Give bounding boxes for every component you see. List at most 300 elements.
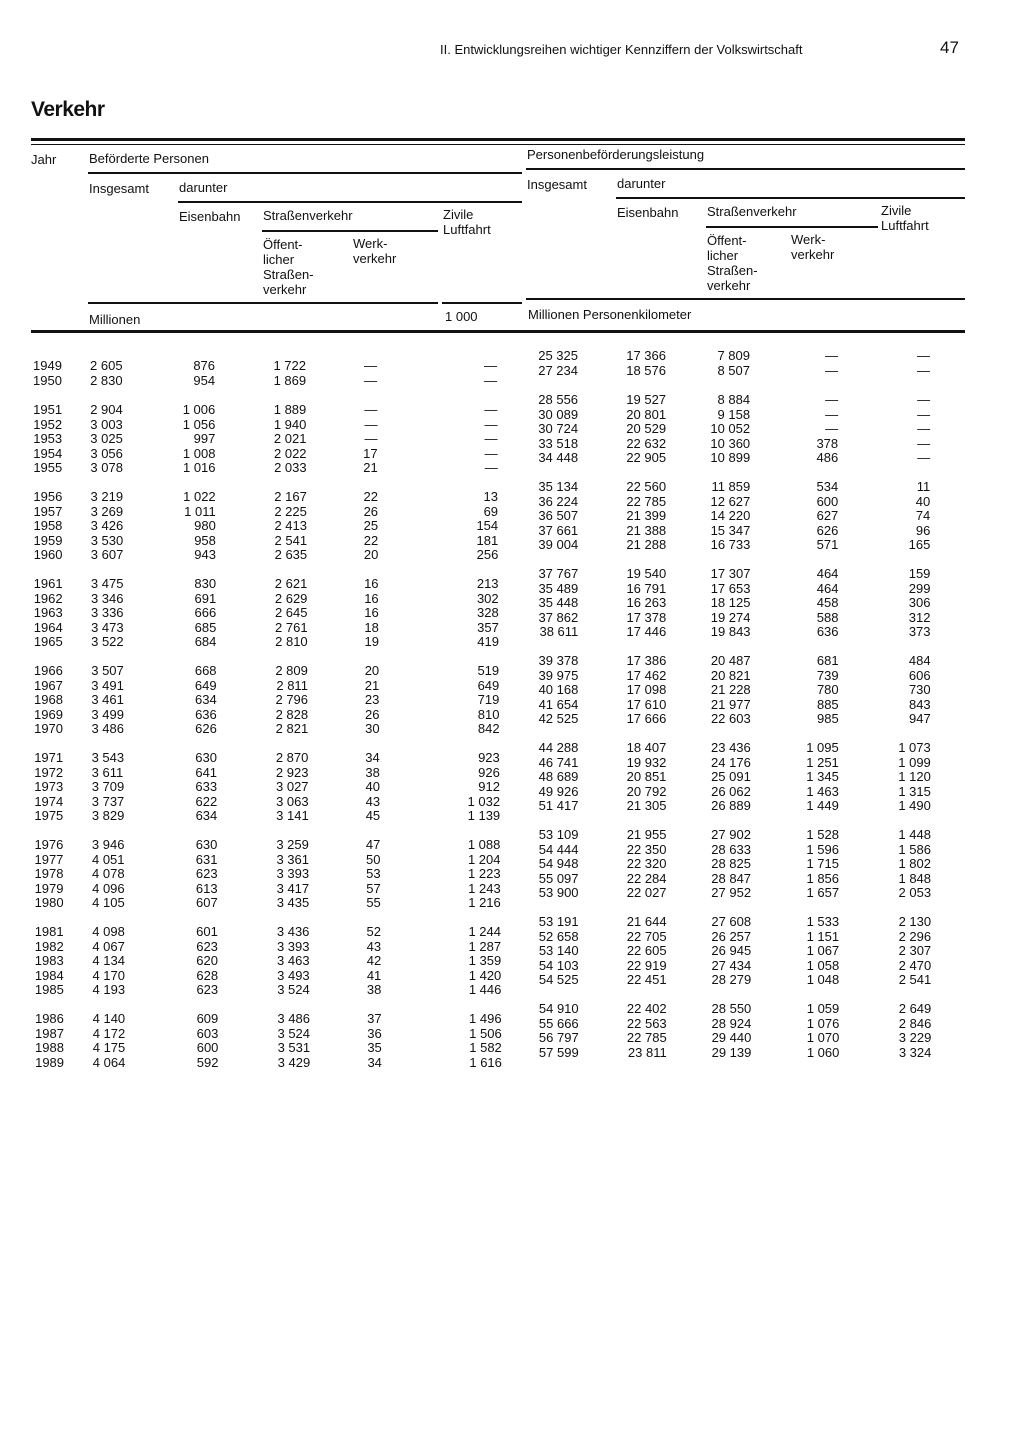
cell-pkm-werkverkehr: 739 bbox=[816, 667, 839, 683]
cell-pkm-oeffentlicher-strassenverkehr: 28 847 bbox=[711, 870, 752, 886]
cell-pkm-insgesamt: 41 654 bbox=[538, 696, 579, 712]
cell-werkverkehr: 35 bbox=[367, 1040, 382, 1055]
col-header-jahr: Jahr bbox=[31, 152, 57, 167]
cell-pkm-oeffentlicher-strassenverkehr: 16 733 bbox=[710, 537, 751, 552]
cell-eisenbahn: 626 bbox=[195, 721, 217, 736]
cell-eisenbahn: 1 006 bbox=[182, 402, 216, 417]
cell-zivile-luftfahrt: 1 216 bbox=[468, 895, 501, 910]
cell-jahr: 1975 bbox=[34, 808, 64, 823]
cell-pkm-zivile-luftfahrt: — bbox=[917, 362, 931, 378]
cell-pkm-zivile-luftfahrt: 2 649 bbox=[898, 1001, 932, 1016]
cell-pkm-werkverkehr: 780 bbox=[816, 682, 839, 697]
cell-eisenbahn: 630 bbox=[195, 750, 217, 765]
cell-pkm-werkverkehr: 571 bbox=[816, 537, 839, 552]
cell-zivile-luftfahrt: — bbox=[484, 372, 498, 388]
cell-jahr: 1986 bbox=[34, 1011, 64, 1026]
cell-insgesamt: 3 056 bbox=[90, 445, 123, 461]
cell-insgesamt: 3 829 bbox=[91, 808, 125, 823]
cell-insgesamt: 2 605 bbox=[90, 358, 123, 373]
cell-oeffentlicher-strassenverkehr: 2 809 bbox=[275, 663, 308, 678]
cell-jahr: 1954 bbox=[33, 445, 63, 461]
cell-oeffentlicher-strassenverkehr: 3 524 bbox=[277, 982, 310, 997]
cell-pkm-oeffentlicher-strassenverkehr: 26 257 bbox=[711, 928, 752, 944]
cell-pkm-eisenbahn: 22 605 bbox=[626, 943, 667, 958]
cell-pkm-werkverkehr: 626 bbox=[816, 522, 839, 538]
cell-oeffentlicher-strassenverkehr: 2 629 bbox=[274, 590, 308, 606]
cell-eisenbahn: 980 bbox=[194, 518, 216, 533]
cell-oeffentlicher-strassenverkehr: 3 493 bbox=[277, 967, 310, 983]
cell-zivile-luftfahrt: 1 243 bbox=[468, 880, 501, 896]
cell-pkm-werkverkehr: 1 060 bbox=[806, 1044, 840, 1060]
cell-werkverkehr: 18 bbox=[364, 619, 379, 635]
cell-oeffentlicher-strassenverkehr: 3 486 bbox=[277, 1011, 310, 1026]
cell-pkm-zivile-luftfahrt: 730 bbox=[908, 682, 931, 697]
cell-oeffentlicher-strassenverkehr: 2 225 bbox=[274, 503, 307, 519]
rule-strasse-right bbox=[706, 226, 878, 228]
cell-pkm-werkverkehr: 1 856 bbox=[806, 870, 840, 886]
cell-pkm-zivile-luftfahrt: — bbox=[917, 392, 931, 407]
cell-insgesamt: 3 473 bbox=[91, 619, 124, 635]
cell-oeffentlicher-strassenverkehr: 2 033 bbox=[274, 460, 307, 475]
cell-pkm-insgesamt: 37 661 bbox=[538, 522, 579, 538]
cell-oeffentlicher-strassenverkehr: 3 463 bbox=[277, 953, 310, 968]
cell-werkverkehr: 53 bbox=[366, 866, 381, 881]
cell-pkm-eisenbahn: 22 563 bbox=[626, 1015, 667, 1031]
cell-eisenbahn: 630 bbox=[195, 837, 218, 852]
cell-jahr: 1953 bbox=[33, 431, 63, 446]
cell-pkm-insgesamt: 52 658 bbox=[538, 928, 579, 944]
cell-eisenbahn: 958 bbox=[194, 532, 216, 548]
cell-pkm-oeffentlicher-strassenverkehr: 10 052 bbox=[710, 421, 751, 436]
cell-eisenbahn: 601 bbox=[196, 924, 218, 939]
cell-pkm-oeffentlicher-strassenverkehr: 11 859 bbox=[711, 479, 751, 494]
cell-zivile-luftfahrt: 181 bbox=[476, 532, 499, 548]
running-head: II. Entwicklungsreihen wichtiger Kennziffern der Volkswirtschaft bbox=[440, 42, 803, 57]
cell-jahr: 1981 bbox=[34, 924, 64, 939]
cell-zivile-luftfahrt: 13 bbox=[483, 489, 498, 504]
cell-pkm-insgesamt: 46 741 bbox=[538, 754, 579, 770]
cell-zivile-luftfahrt: 1 446 bbox=[468, 982, 502, 997]
cell-pkm-werkverkehr: 1 596 bbox=[806, 841, 839, 857]
cell-zivile-luftfahrt: 1 032 bbox=[467, 793, 501, 809]
cell-jahr: 1980 bbox=[34, 895, 64, 910]
cell-pkm-zivile-luftfahrt: 1 073 bbox=[898, 740, 931, 755]
cell-eisenbahn: 830 bbox=[194, 576, 217, 591]
col-header-personenbefoerderungsleistung: Personenbeförderungsleistung bbox=[527, 147, 705, 162]
cell-pkm-werkverkehr: 534 bbox=[816, 479, 839, 494]
cell-werkverkehr: 22 bbox=[363, 532, 379, 548]
cell-pkm-oeffentlicher-strassenverkehr: 29 440 bbox=[711, 1030, 752, 1045]
cell-pkm-eisenbahn: 21 955 bbox=[626, 827, 667, 842]
cell-pkm-werkverkehr: — bbox=[824, 348, 838, 363]
cell-pkm-eisenbahn: 16 263 bbox=[626, 595, 667, 610]
cell-pkm-eisenbahn: 22 632 bbox=[626, 435, 667, 451]
cell-pkm-eisenbahn: 19 932 bbox=[626, 754, 667, 770]
cell-pkm-oeffentlicher-strassenverkehr: 29 139 bbox=[711, 1044, 752, 1060]
cell-insgesamt: 3 946 bbox=[91, 837, 125, 852]
cell-pkm-zivile-luftfahrt: 40 bbox=[915, 493, 931, 509]
cell-pkm-oeffentlicher-strassenverkehr: 25 091 bbox=[711, 769, 751, 784]
cell-eisenbahn: 876 bbox=[193, 358, 216, 373]
cell-werkverkehr: 26 bbox=[365, 706, 380, 722]
cell-pkm-zivile-luftfahrt: 299 bbox=[908, 580, 931, 596]
cell-pkm-eisenbahn: 17 378 bbox=[626, 609, 667, 625]
cell-werkverkehr: 26 bbox=[363, 503, 379, 519]
cell-pkm-oeffentlicher-strassenverkehr: 18 125 bbox=[710, 595, 751, 610]
cell-zivile-luftfahrt: 357 bbox=[477, 619, 499, 635]
cell-insgesamt: 4 078 bbox=[92, 866, 125, 881]
col-header-strassenverkehr-right: Straßenverkehr bbox=[707, 204, 797, 219]
cell-zivile-luftfahrt: — bbox=[484, 402, 498, 417]
col-header-werkverkehr-left: Werk- verkehr bbox=[353, 236, 397, 266]
cell-pkm-eisenbahn: 21 305 bbox=[626, 798, 667, 813]
cell-pkm-insgesamt: 36 224 bbox=[538, 493, 579, 509]
cell-jahr: 1968 bbox=[34, 692, 63, 707]
cell-eisenbahn: 623 bbox=[196, 938, 218, 954]
cell-oeffentlicher-strassenverkehr: 3 436 bbox=[276, 924, 310, 939]
cell-werkverkehr: 50 bbox=[366, 851, 381, 867]
cell-werkverkehr: 55 bbox=[366, 895, 381, 910]
cell-insgesamt: 3 709 bbox=[91, 779, 125, 794]
cell-oeffentlicher-strassenverkehr: 2 167 bbox=[274, 489, 307, 504]
cell-pkm-eisenbahn: 20 851 bbox=[626, 769, 667, 784]
unit-1000: 1 000 bbox=[445, 309, 478, 324]
cell-jahr: 1974 bbox=[34, 793, 64, 809]
cell-pkm-zivile-luftfahrt: 2 541 bbox=[898, 972, 932, 987]
cell-jahr: 1957 bbox=[33, 503, 63, 519]
cell-eisenbahn: 600 bbox=[196, 1040, 219, 1055]
cell-pkm-oeffentlicher-strassenverkehr: 28 825 bbox=[711, 856, 751, 871]
cell-jahr: 1949 bbox=[33, 358, 62, 373]
cell-zivile-luftfahrt: 69 bbox=[483, 503, 499, 519]
cell-zivile-luftfahrt: 519 bbox=[477, 663, 500, 678]
cell-jahr: 1966 bbox=[33, 663, 63, 678]
cell-pkm-insgesamt: 48 689 bbox=[538, 769, 579, 784]
cell-jahr: 1983 bbox=[34, 953, 64, 968]
cell-werkverkehr: 38 bbox=[366, 982, 382, 997]
cell-pkm-zivile-luftfahrt: 312 bbox=[908, 609, 931, 625]
header-bottom-rule bbox=[31, 330, 965, 333]
cell-jahr: 1978 bbox=[34, 866, 64, 881]
cell-jahr: 1971 bbox=[34, 750, 64, 765]
cell-pkm-eisenbahn: 21 388 bbox=[626, 522, 667, 538]
col-header-eisenbahn-right: Eisenbahn bbox=[617, 205, 679, 220]
cell-pkm-eisenbahn: 21 399 bbox=[626, 508, 667, 523]
cell-zivile-luftfahrt: 810 bbox=[477, 706, 500, 722]
cell-pkm-insgesamt: 55 666 bbox=[538, 1015, 579, 1031]
cell-oeffentlicher-strassenverkehr: 2 021 bbox=[273, 431, 307, 446]
cell-pkm-eisenbahn: 17 098 bbox=[626, 682, 667, 697]
cell-pkm-insgesamt: 54 948 bbox=[538, 856, 579, 871]
cell-insgesamt: 3 426 bbox=[90, 518, 124, 533]
cell-pkm-werkverkehr: 1 059 bbox=[806, 1001, 840, 1016]
cell-pkm-insgesamt: 49 926 bbox=[538, 783, 579, 799]
cell-pkm-werkverkehr: 1 657 bbox=[806, 885, 840, 900]
cell-pkm-insgesamt: 36 507 bbox=[538, 508, 579, 523]
cell-zivile-luftfahrt: 1 204 bbox=[467, 851, 501, 867]
cell-oeffentlicher-strassenverkehr: 2 821 bbox=[275, 721, 309, 736]
cell-zivile-luftfahrt: — bbox=[484, 445, 498, 461]
cell-jahr: 1952 bbox=[33, 416, 63, 432]
cell-pkm-werkverkehr: 1 533 bbox=[806, 914, 840, 929]
cell-oeffentlicher-strassenverkehr: 2 923 bbox=[275, 764, 309, 780]
cell-oeffentlicher-strassenverkehr: 2 828 bbox=[275, 706, 309, 722]
cell-insgesamt: 3 336 bbox=[91, 605, 124, 620]
cell-pkm-oeffentlicher-strassenverkehr: 27 434 bbox=[711, 957, 752, 973]
cell-werkverkehr: 42 bbox=[366, 953, 382, 968]
cell-insgesamt: 3 530 bbox=[90, 532, 124, 548]
cell-insgesamt: 3 607 bbox=[90, 547, 124, 562]
cell-jahr: 1963 bbox=[33, 605, 63, 620]
cell-pkm-werkverkehr: 636 bbox=[816, 624, 839, 639]
cell-pkm-eisenbahn: 22 905 bbox=[626, 450, 667, 465]
cell-insgesamt: 2 830 bbox=[90, 372, 123, 388]
cell-pkm-eisenbahn: 20 801 bbox=[626, 406, 667, 422]
cell-zivile-luftfahrt: 419 bbox=[477, 634, 499, 649]
cell-oeffentlicher-strassenverkehr: 3 259 bbox=[276, 837, 309, 852]
cell-werkverkehr: 43 bbox=[365, 793, 381, 809]
cell-pkm-oeffentlicher-strassenverkehr: 8 884 bbox=[717, 392, 751, 407]
cell-pkm-oeffentlicher-strassenverkehr: 24 176 bbox=[711, 754, 751, 770]
cell-werkverkehr: 21 bbox=[364, 677, 380, 693]
cell-zivile-luftfahrt: 154 bbox=[476, 518, 499, 533]
col-header-strassenverkehr-left: Straßenverkehr bbox=[263, 208, 353, 223]
cell-insgesamt: 3 507 bbox=[91, 663, 124, 678]
col-header-befoerderte-personen: Beförderte Personen bbox=[89, 151, 209, 166]
cell-eisenbahn: 684 bbox=[194, 634, 217, 649]
cell-oeffentlicher-strassenverkehr: 3 063 bbox=[276, 793, 309, 809]
cell-werkverkehr: 30 bbox=[365, 721, 380, 736]
cell-oeffentlicher-strassenverkehr: 1 889 bbox=[273, 402, 307, 417]
cell-insgesamt: 3 461 bbox=[91, 692, 124, 707]
cell-pkm-werkverkehr: 1 048 bbox=[806, 972, 840, 987]
cell-pkm-eisenbahn: 22 785 bbox=[626, 1030, 667, 1045]
cell-jahr: 1961 bbox=[33, 576, 63, 591]
cell-pkm-oeffentlicher-strassenverkehr: 12 627 bbox=[710, 493, 751, 509]
cell-insgesamt: 4 134 bbox=[92, 953, 125, 968]
cell-insgesamt: 3 269 bbox=[90, 503, 124, 519]
cell-pkm-zivile-luftfahrt: 947 bbox=[909, 711, 931, 726]
cell-insgesamt: 3 025 bbox=[90, 431, 123, 446]
cell-pkm-werkverkehr: 1 251 bbox=[806, 754, 839, 770]
cell-werkverkehr: 40 bbox=[365, 779, 380, 794]
cell-insgesamt: 3 219 bbox=[90, 489, 124, 504]
cell-pkm-zivile-luftfahrt: — bbox=[917, 421, 931, 436]
cell-werkverkehr: 45 bbox=[365, 808, 381, 823]
cell-insgesamt: 3 737 bbox=[91, 793, 125, 809]
cell-werkverkehr: 16 bbox=[364, 590, 379, 606]
cell-pkm-insgesamt: 53 900 bbox=[538, 885, 579, 900]
cell-insgesamt: 4 051 bbox=[91, 851, 125, 867]
cell-pkm-zivile-luftfahrt: 96 bbox=[915, 522, 931, 538]
unit-millionen: Millionen bbox=[89, 312, 141, 327]
cell-werkverkehr: 41 bbox=[366, 967, 382, 983]
cell-zivile-luftfahrt: 926 bbox=[478, 764, 500, 780]
cell-zivile-luftfahrt: 1 139 bbox=[467, 808, 501, 823]
cell-oeffentlicher-strassenverkehr: 1 940 bbox=[273, 416, 307, 432]
cell-pkm-zivile-luftfahrt: 159 bbox=[908, 566, 931, 581]
cell-insgesamt: 3 486 bbox=[91, 721, 125, 736]
cell-pkm-eisenbahn: 22 919 bbox=[626, 957, 667, 973]
cell-eisenbahn: 609 bbox=[196, 1011, 219, 1026]
cell-pkm-insgesamt: 39 004 bbox=[538, 537, 579, 552]
cell-pkm-zivile-luftfahrt: 1 490 bbox=[898, 798, 931, 813]
rule-darunter-right bbox=[616, 197, 965, 199]
cell-eisenbahn: 685 bbox=[194, 619, 217, 635]
cell-zivile-luftfahrt: 912 bbox=[478, 779, 500, 794]
cell-pkm-eisenbahn: 22 402 bbox=[626, 1001, 667, 1016]
cell-pkm-insgesamt: 53 109 bbox=[538, 827, 579, 842]
cell-pkm-insgesamt: 54 910 bbox=[538, 1001, 579, 1016]
cell-pkm-zivile-luftfahrt: — bbox=[917, 435, 931, 451]
cell-oeffentlicher-strassenverkehr: 3 531 bbox=[277, 1040, 311, 1055]
cell-jahr: 1973 bbox=[34, 779, 64, 794]
col-header-zivile-luftfahrt-left: Zivile Luftfahrt bbox=[443, 207, 491, 237]
cell-pkm-insgesamt: 30 724 bbox=[538, 421, 579, 436]
cell-eisenbahn: 997 bbox=[193, 431, 216, 446]
cell-werkverkehr: — bbox=[364, 416, 378, 432]
cell-eisenbahn: 636 bbox=[195, 706, 217, 722]
cell-zivile-luftfahrt: 1 582 bbox=[469, 1040, 502, 1055]
cell-pkm-insgesamt: 35 489 bbox=[538, 580, 579, 596]
cell-pkm-werkverkehr: 681 bbox=[816, 653, 839, 668]
cell-oeffentlicher-strassenverkehr: 2 811 bbox=[276, 677, 308, 693]
cell-pkm-insgesamt: 40 168 bbox=[538, 682, 579, 697]
cell-zivile-luftfahrt: 1 223 bbox=[468, 866, 501, 881]
cell-jahr: 1970 bbox=[34, 721, 64, 736]
cell-zivile-luftfahrt: 213 bbox=[476, 576, 499, 591]
cell-pkm-insgesamt: 35 448 bbox=[538, 595, 579, 610]
cell-eisenbahn: 1 016 bbox=[182, 460, 216, 475]
cell-pkm-oeffentlicher-strassenverkehr: 15 347 bbox=[710, 522, 751, 538]
cell-pkm-oeffentlicher-strassenverkehr: 23 436 bbox=[711, 740, 751, 755]
cell-pkm-oeffentlicher-strassenverkehr: 17 307 bbox=[710, 566, 751, 581]
cell-eisenbahn: 623 bbox=[195, 866, 218, 881]
cell-insgesamt: 3 543 bbox=[91, 750, 125, 765]
cell-werkverkehr: — bbox=[364, 431, 378, 446]
cell-pkm-werkverkehr: 627 bbox=[816, 508, 839, 523]
cell-pkm-eisenbahn: 17 366 bbox=[626, 348, 666, 363]
cell-pkm-oeffentlicher-strassenverkehr: 14 220 bbox=[710, 508, 751, 523]
cell-pkm-zivile-luftfahrt: 2 470 bbox=[898, 957, 932, 973]
cell-pkm-zivile-luftfahrt: 843 bbox=[908, 696, 931, 712]
cell-pkm-werkverkehr: 464 bbox=[816, 580, 839, 596]
cell-pkm-insgesamt: 42 525 bbox=[538, 711, 579, 726]
cell-insgesamt: 3 475 bbox=[90, 576, 124, 591]
cell-pkm-werkverkehr: — bbox=[825, 392, 839, 407]
cell-pkm-insgesamt: 27 234 bbox=[538, 362, 578, 378]
cell-pkm-eisenbahn: 20 792 bbox=[626, 783, 667, 799]
cell-pkm-werkverkehr: 1 067 bbox=[806, 943, 840, 958]
cell-pkm-insgesamt: 28 556 bbox=[538, 392, 579, 407]
cell-pkm-eisenbahn: 17 666 bbox=[626, 711, 667, 726]
cell-pkm-eisenbahn: 19 527 bbox=[626, 392, 667, 407]
cell-jahr: 1962 bbox=[33, 590, 63, 606]
cell-pkm-zivile-luftfahrt: 484 bbox=[908, 653, 931, 668]
cell-pkm-werkverkehr: — bbox=[825, 362, 839, 378]
cell-pkm-eisenbahn: 22 350 bbox=[626, 841, 667, 857]
cell-oeffentlicher-strassenverkehr: 3 524 bbox=[277, 1025, 311, 1041]
cell-oeffentlicher-strassenverkehr: 3 429 bbox=[277, 1054, 311, 1070]
cell-werkverkehr: 25 bbox=[363, 518, 379, 533]
cell-werkverkehr: 19 bbox=[364, 634, 379, 649]
cell-insgesamt: 4 105 bbox=[92, 895, 125, 910]
cell-eisenbahn: 954 bbox=[193, 372, 216, 388]
rule-befoerderte bbox=[88, 172, 522, 174]
cell-oeffentlicher-strassenverkehr: 3 393 bbox=[276, 938, 310, 954]
cell-pkm-insgesamt: 57 599 bbox=[538, 1044, 579, 1060]
cell-zivile-luftfahrt: 1 506 bbox=[469, 1025, 502, 1041]
cell-pkm-insgesamt: 39 975 bbox=[538, 667, 579, 683]
cell-pkm-eisenbahn: 21 288 bbox=[626, 537, 667, 552]
cell-oeffentlicher-strassenverkehr: 3 417 bbox=[276, 880, 310, 896]
cell-insgesamt: 4 170 bbox=[92, 967, 125, 983]
cell-eisenbahn: 634 bbox=[195, 808, 218, 823]
cell-pkm-oeffentlicher-strassenverkehr: 8 507 bbox=[717, 362, 751, 378]
cell-eisenbahn: 620 bbox=[196, 953, 218, 968]
cell-pkm-eisenbahn: 22 027 bbox=[626, 885, 667, 900]
cell-werkverkehr: — bbox=[364, 402, 378, 417]
cell-eisenbahn: 691 bbox=[194, 590, 217, 606]
cell-pkm-werkverkehr: 885 bbox=[816, 696, 839, 712]
cell-insgesamt: 3 078 bbox=[90, 460, 123, 475]
cell-oeffentlicher-strassenverkehr: 2 645 bbox=[274, 605, 308, 620]
cell-pkm-insgesamt: 38 611 bbox=[539, 624, 579, 639]
cell-oeffentlicher-strassenverkehr: 3 393 bbox=[276, 866, 310, 881]
cell-pkm-insgesamt: 56 797 bbox=[538, 1030, 579, 1045]
rule-upper-thin bbox=[31, 144, 965, 145]
cell-pkm-zivile-luftfahrt: 373 bbox=[908, 624, 931, 639]
cell-zivile-luftfahrt: 1 496 bbox=[469, 1011, 502, 1026]
cell-pkm-insgesamt: 44 288 bbox=[538, 740, 579, 755]
cell-pkm-oeffentlicher-strassenverkehr: 7 809 bbox=[717, 348, 750, 363]
cell-jahr: 1958 bbox=[33, 518, 63, 533]
cell-zivile-luftfahrt: 1 616 bbox=[469, 1054, 502, 1070]
cell-pkm-zivile-luftfahrt: — bbox=[917, 406, 931, 422]
cell-zivile-luftfahrt: 302 bbox=[476, 590, 499, 606]
cell-pkm-zivile-luftfahrt: 2 846 bbox=[898, 1015, 932, 1031]
cell-eisenbahn: 1 056 bbox=[182, 416, 216, 432]
cell-pkm-zivile-luftfahrt: 2 296 bbox=[898, 928, 932, 944]
cell-werkverkehr: 43 bbox=[366, 938, 382, 954]
cell-jahr: 1964 bbox=[33, 619, 63, 635]
cell-insgesamt: 3 611 bbox=[91, 764, 124, 780]
cell-pkm-werkverkehr: 1 449 bbox=[806, 798, 839, 813]
cell-pkm-eisenbahn: 18 407 bbox=[626, 740, 667, 755]
cell-pkm-zivile-luftfahrt: 1 802 bbox=[898, 856, 931, 871]
cell-werkverkehr: 34 bbox=[365, 750, 380, 765]
cell-oeffentlicher-strassenverkehr: 2 413 bbox=[274, 518, 307, 533]
cell-pkm-insgesamt: 30 089 bbox=[538, 406, 579, 422]
cell-zivile-luftfahrt: 842 bbox=[477, 721, 500, 736]
cell-jahr: 1967 bbox=[33, 677, 63, 693]
cell-pkm-oeffentlicher-strassenverkehr: 28 924 bbox=[711, 1015, 752, 1031]
cell-pkm-zivile-luftfahrt: 1 848 bbox=[898, 870, 932, 886]
cell-insgesamt: 4 175 bbox=[92, 1040, 126, 1055]
cell-zivile-luftfahrt: 1 359 bbox=[468, 953, 502, 968]
cell-zivile-luftfahrt: 1 420 bbox=[468, 967, 502, 983]
cell-oeffentlicher-strassenverkehr: 2 796 bbox=[275, 692, 309, 707]
cell-zivile-luftfahrt: — bbox=[484, 431, 498, 446]
cell-werkverkehr: 22 bbox=[363, 489, 378, 504]
cell-oeffentlicher-strassenverkehr: 1 722 bbox=[273, 358, 307, 373]
cell-werkverkehr: 20 bbox=[363, 547, 379, 562]
cell-pkm-werkverkehr: 1 715 bbox=[806, 856, 839, 871]
cell-pkm-eisenbahn: 22 705 bbox=[626, 928, 667, 944]
cell-pkm-zivile-luftfahrt: 1 315 bbox=[898, 783, 931, 799]
cell-werkverkehr: 23 bbox=[364, 692, 380, 707]
cell-pkm-zivile-luftfahrt: — bbox=[917, 450, 931, 465]
